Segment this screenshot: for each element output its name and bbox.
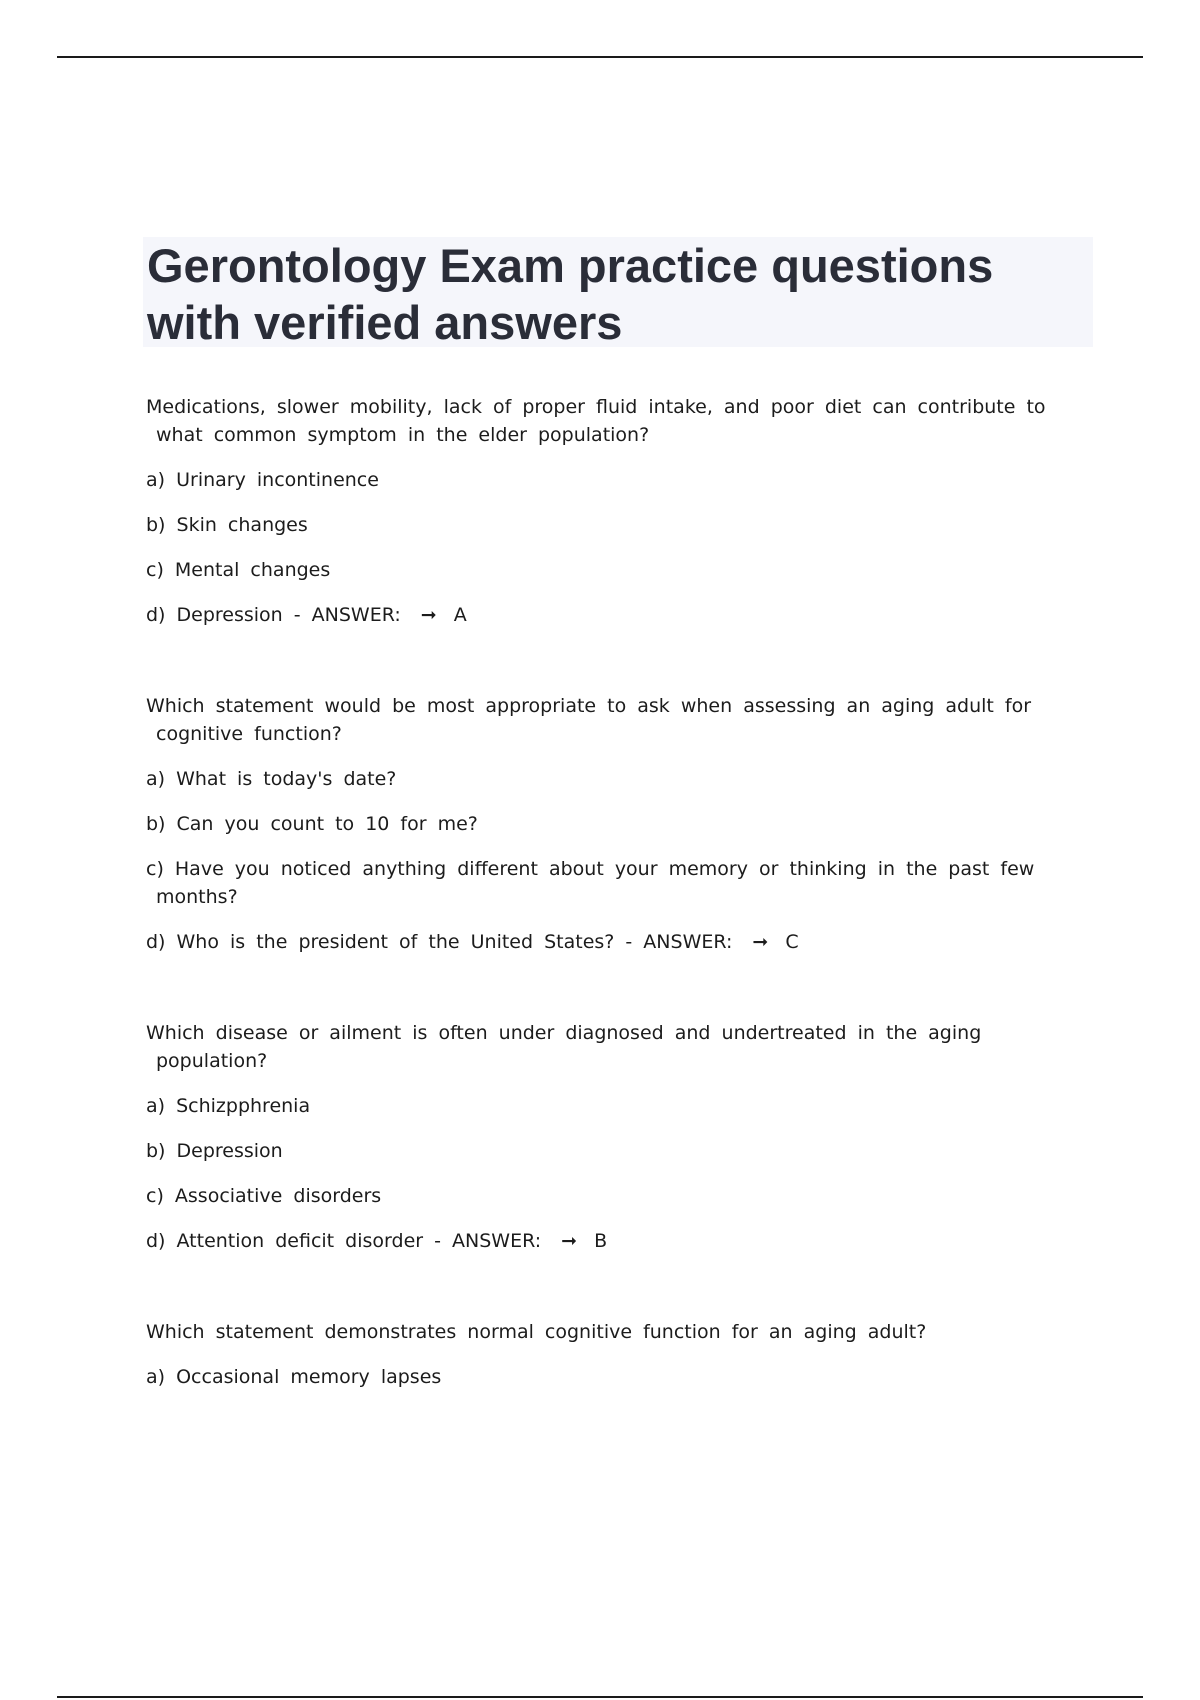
option-c: c) Mental changes [146,559,331,581]
question-stem [146,692,1046,748]
option-a: a) Schizpphrenia [146,1095,311,1117]
option-d [146,601,1046,629]
option-c: c) Associative disorders [146,1185,382,1207]
option-d-text: d) Attention deficit disorder - ANSWER: [146,1230,542,1252]
question-stem-line-1: Which disease or ailment is often under diagnosed and undertreated in the aging [146,1022,982,1044]
question-block-4 [146,1318,1046,1391]
question-stem [146,1019,1046,1075]
title-line-1: Gerontology Exam practice questions [147,239,994,292]
option-a: a) Urinary incontinence [146,469,379,491]
top-rule [57,56,1143,58]
arrow-icon: ➞ [561,1230,578,1252]
option-d [146,1227,1046,1255]
answer-letter: B [594,1230,608,1252]
question-stem-line-2: what common symptom in the elder population? [156,424,650,446]
option-c-line-2: months? [156,886,238,908]
option-c [146,855,1046,911]
question-block-2 [146,692,1046,956]
option-a: a) What is today's date? [146,768,397,790]
option-b: b) Skin changes [146,514,308,536]
option-b: b) Depression [146,1140,283,1162]
question-stem-line-1: Medications, slower mobility, lack of proper fluid intake, and poor diet can contribute to [146,396,1046,418]
question-stem-line-2: cognitive function? [156,723,342,745]
questions-list [146,393,1046,1454]
question-block-1 [146,393,1046,629]
answer-letter: C [785,931,799,953]
arrow-icon: ➞ [752,931,769,953]
question-stem-line-1: Which statement would be most appropriate to ask when assessing an aging adult for [146,695,1032,717]
question-block-3 [146,1019,1046,1255]
option-a: a) Occasional memory lapses [146,1366,442,1388]
question-stem [146,393,1046,449]
bottom-rule [57,1696,1143,1698]
option-b: b) Can you count to 10 for me? [146,813,478,835]
question-stem-line-1: Which statement demonstrates normal cognitive function for an aging adult? [146,1321,927,1343]
option-d-text: d) Depression - ANSWER: [146,604,401,626]
answer-letter: A [453,604,467,626]
title-line-2: with verified answers [147,296,623,349]
question-stem-line-2: population? [156,1050,268,1072]
title-box [143,237,1093,347]
option-d [146,928,1046,956]
option-d-text: d) Who is the president of the United States? - ANSWER: [146,931,733,953]
arrow-icon: ➞ [420,604,437,626]
option-c-line-1: c) Have you noticed anything different about your memory or thinking in the past few [146,858,1035,880]
question-stem [146,1318,1046,1346]
document-title [147,237,1089,351]
